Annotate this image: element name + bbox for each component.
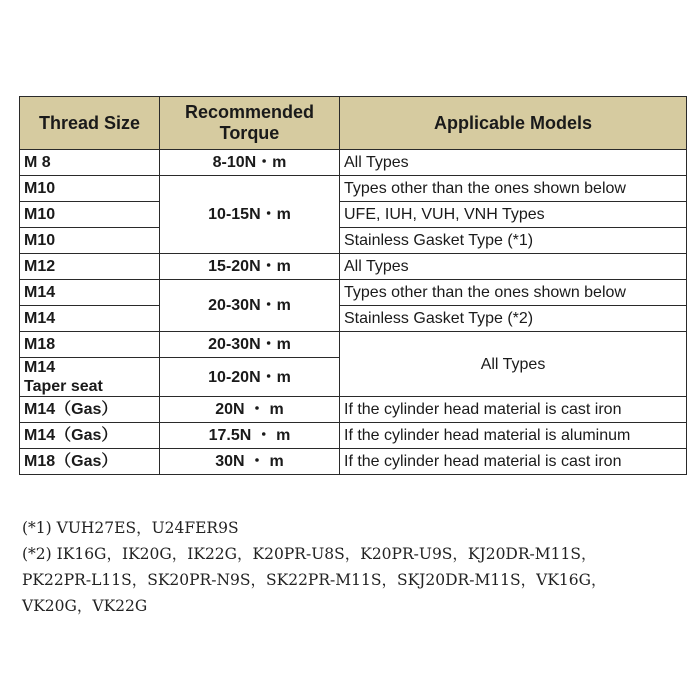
footnote-2-line2: PK22PR-L11S，SK20PR-N9S，SK22PR-M11S，SKJ20DR-M11S，VK16G， (22, 571, 607, 589)
footnote-1: (*1) VUH27ES，U24FER9S (22, 519, 239, 537)
model-cell: Stainless Gasket Type (*2) (340, 306, 687, 332)
table-row (20, 150, 687, 176)
model-cell: If the cylinder head material is cast iron (340, 397, 687, 423)
model-cell: All Types (340, 254, 687, 280)
thread-size-cell: M14 (20, 306, 160, 332)
header-applicable-models: Applicable Models (340, 97, 687, 150)
model-cell: Stainless Gasket Type (*1) (340, 228, 687, 254)
thread-size-cell: M 8 (20, 150, 160, 176)
torque-cell: 17.5N ・ m (160, 423, 340, 449)
torque-cell: 10-20N・m (160, 358, 340, 397)
torque-cell: 8-10N・m (160, 150, 340, 176)
torque-cell: 20-30N・m (160, 332, 340, 358)
table-row (20, 176, 687, 202)
table-row (20, 202, 687, 228)
model-cell: All Types (340, 150, 687, 176)
torque-cell: 30N ・ m (160, 449, 340, 475)
header-torque-line2: Torque (219, 123, 280, 143)
thread-size-line2: Taper seat (24, 378, 103, 395)
thread-size-cell: M18（Gas） (20, 449, 160, 475)
header-thread-size: Thread Size (20, 97, 160, 150)
torque-spec-table (19, 96, 687, 475)
torque-cell: 20N ・ m (160, 397, 340, 423)
table-header-row (20, 97, 687, 150)
model-cell: UFE, IUH, VUH, VNH Types (340, 202, 687, 228)
thread-size-cell: M14（Gas） (20, 397, 160, 423)
model-cell: If the cylinder head material is aluminum (340, 423, 687, 449)
torque-cell: 20-30N・m (160, 280, 340, 332)
torque-cell: 10-15N・m (160, 176, 340, 254)
thread-size-line1: M14 (24, 359, 56, 376)
thread-size-cell: M14（Gas） (20, 423, 160, 449)
footnotes (22, 515, 682, 619)
table-row (20, 306, 687, 332)
thread-size-cell: M18 (20, 332, 160, 358)
thread-size-cell: M14 (20, 280, 160, 306)
table-row (20, 228, 687, 254)
table-row (20, 423, 687, 449)
thread-size-cell: M12 (20, 254, 160, 280)
table-row (20, 397, 687, 423)
table-row (20, 332, 687, 358)
model-cell: Types other than the ones shown below (340, 176, 687, 202)
table-row (20, 254, 687, 280)
footnote-2-line1: (*2) IK16G，IK20G，IK22G，K20PR-U8S，K20PR-U9S，KJ20DR-M11S， (22, 545, 597, 563)
model-cell: Types other than the ones shown below (340, 280, 687, 306)
thread-size-cell: M10 (20, 176, 160, 202)
table-row (20, 280, 687, 306)
model-cell: All Types (340, 332, 687, 397)
header-recommended-torque (160, 97, 340, 150)
header-torque-line1: Recommended (184, 102, 315, 122)
footnote-2-line3: VK20G，VK22G (22, 597, 148, 615)
thread-size-cell: M10 (20, 228, 160, 254)
table-row (20, 449, 687, 475)
torque-cell: 15-20N・m (160, 254, 340, 280)
thread-size-cell (20, 358, 160, 397)
thread-size-cell: M10 (20, 202, 160, 228)
model-cell: If the cylinder head material is cast iron (340, 449, 687, 475)
